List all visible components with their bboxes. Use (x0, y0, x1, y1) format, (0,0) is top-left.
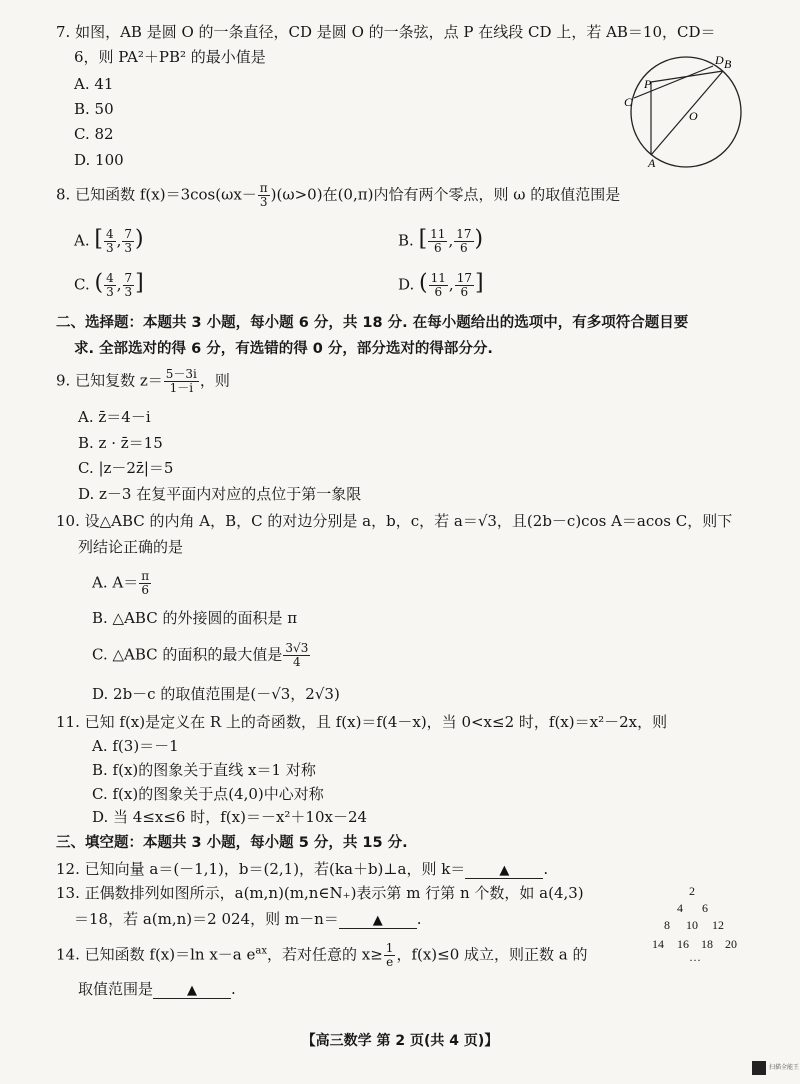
q13-line1: 13. 正偶数排列如图所示，a(m,n)(m,n∈N₊)表示第 m 行第 n 个数，如 a(4,3) (56, 884, 584, 902)
diameter-ab (651, 71, 723, 155)
section2-heading-line2: 求. 全部选对的得 6 分，有选错的得 0 分，部分选对的得部分分. (74, 341, 493, 357)
q10-option-c: C. △ABC 的面积的最大值是 $\frac{3√3}{4}$ (92, 641, 309, 669)
q9-stem: 9. 已知复数 z＝ $\frac{5-3i}{1-i}$ ，则 (56, 367, 230, 395)
label-p: P (644, 77, 652, 91)
q12-stem: 12. 已知向量 a＝(－1,1)，b＝(2,1)，若(ka＋b)⊥a，则 k＝ ▲ . (56, 860, 549, 878)
triangle-number: 10 (686, 918, 698, 932)
q8-option-d: D. ( $\frac{11}{6}$ , $\frac{17}{6}$ ] (398, 270, 484, 299)
triangle-ellipsis: … (689, 950, 701, 964)
q10-option-b: B. △ABC 的外接圆的面积是 π (92, 609, 298, 627)
label-d: D (715, 53, 724, 67)
triangle-number: 8 (664, 918, 670, 932)
page-footer: 【高三数学 第 2 页(共 4 页)】 (301, 1033, 499, 1049)
q7-option-d: D. 100 (74, 151, 124, 169)
q13-answer-blank[interactable]: ▲ (339, 913, 417, 929)
q9-option-a: A. z̄＝4－i (78, 408, 151, 426)
q7-option-b: B. 50 (74, 100, 114, 118)
q10-line1: 10. 设△ABC 的内角 A，B，C 的对边分别是 a，b，c，若 a＝√3，且(2b－c)cos A＝acos C，则下 (56, 512, 733, 530)
q10-option-a: A. A＝ $\frac{\pi}{6}$ (92, 569, 150, 597)
label-c: C (624, 95, 633, 109)
q9-option-b: B. z · z̄＝15 (78, 434, 163, 452)
q7-option-c: C. 82 (74, 125, 114, 143)
label-o: O (689, 109, 698, 123)
circle-o (631, 57, 741, 167)
q8-option-a: A. [ $\frac{4}{3}$ , $\frac{7}{3}$ ) (74, 226, 144, 255)
q10-line2: 列结论正确的是 (78, 538, 184, 556)
triangle-number: 2 (689, 884, 695, 898)
triangle-number: 20 (725, 937, 737, 951)
q8-stem: 8. 已知函数 f(x)＝3cos(ωx－ $\frac{\pi}{3}$ )(ω>0)在(0,π)内恰有两个零点，则 ω 的取值范围是 (56, 181, 621, 209)
triangle-number: 12 (712, 918, 724, 932)
q7-line1: 7. 如图，AB 是圆 O 的一条直径，CD 是圆 O 的一条弦，点 P 在线段 CD 上，若 AB＝10，CD＝ (56, 23, 716, 41)
q14-stem: 14. 已知函数 f(x)＝ln x－a $e^{ax}$，若对任意的 x≥ $\frac{1}{e}$ ，f(x)≤0 成立，则正数 a 的 (56, 941, 588, 969)
q11-option-a: A. f(3)＝－1 (92, 737, 179, 755)
q14-answer-blank[interactable]: ▲ (153, 983, 231, 999)
q9-option-c: C. |z－2z̄|＝5 (78, 459, 174, 477)
q11-option-c: C. f(x)的图象关于点(4,0)中心对称 (92, 785, 324, 803)
label-a: A (648, 156, 656, 170)
q14-line2: 取值范围是 ▲ . (78, 980, 236, 998)
q7-option-a: A. 41 (74, 75, 114, 93)
q11-option-d: D. 当 4≤x≤6 时，f(x)＝－x²＋10x－24 (92, 808, 368, 826)
section2-heading-line1: 二、选择题：本题共 3 小题，每小题 6 分，共 18 分. 在每小题给出的选项中，有多项符合题目要 (56, 315, 689, 331)
q7-line2: 6，则 PA²＋PB² 的最小值是 (74, 48, 266, 66)
triangle-number: 16 (677, 937, 689, 951)
q13-line2: ＝18，若 a(m,n)＝2 024，则 m－n＝ ▲ . (74, 910, 422, 928)
triangle-number: 6 (702, 901, 708, 915)
segment-pb (651, 71, 723, 82)
triangle-number: 14 (652, 937, 664, 951)
triangle-number: 18 (701, 937, 713, 951)
q10-option-d: D. 2b－c 的取值范围是(－√3，2√3) (92, 685, 340, 703)
q9-option-d: D. z－3 在复平面内对应的点位于第一象限 (78, 485, 362, 503)
q11-line1: 11. 已知 f(x)是定义在 R 上的奇函数，且 f(x)＝f(4－x)，当 0<x≤2 时，f(x)＝x²－2x，则 (56, 713, 668, 731)
qr-code-icon (752, 1061, 766, 1075)
q11-option-b: B. f(x)的图象关于直线 x＝1 对称 (92, 761, 316, 779)
section3-heading: 三、填空题：本题共 3 小题，每小题 5 分，共 15 分. (56, 835, 408, 851)
triangle-number: 4 (677, 901, 683, 915)
q8-option-c: C. ( $\frac{4}{3}$ , $\frac{7}{3}$ ] (74, 270, 144, 299)
q8-option-b: B. [ $\frac{11}{6}$ , $\frac{17}{6}$ ) (398, 226, 484, 255)
scanner-watermark: 扫描全能王 (769, 1064, 800, 1071)
q12-answer-blank[interactable]: ▲ (465, 863, 543, 879)
q7-circle-figure (618, 52, 748, 172)
label-b: B (724, 57, 732, 71)
